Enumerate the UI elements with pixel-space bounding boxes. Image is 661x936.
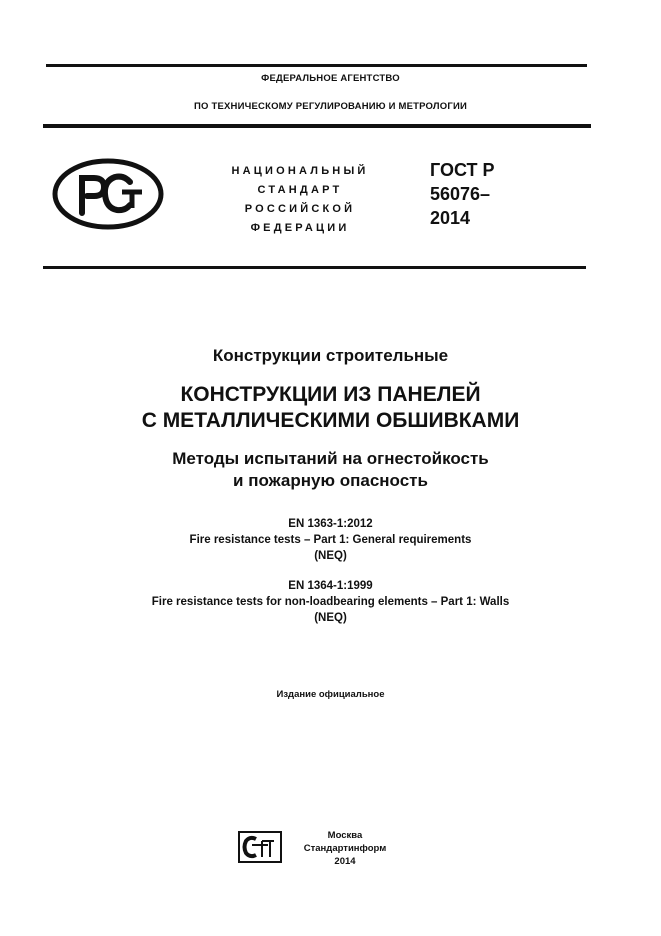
publisher-name: Стандартинформ xyxy=(303,843,387,854)
title-main-line-2: С МЕТАЛЛИЧЕСКИМИ ОБШИВКАМИ xyxy=(141,409,520,432)
reference-title: Fire resistance tests for non-loadbearing elements – Part 1: Walls xyxy=(151,596,510,608)
gost-designation xyxy=(430,158,495,230)
national-line-3: РОССИЙСКОЙ xyxy=(244,203,356,215)
agency-name-line1: ФЕДЕРАЛЬНОЕ АГЕНТСТВО xyxy=(261,73,400,84)
reference-title: Fire resistance tests – Part 1: General requirements xyxy=(189,534,472,546)
rst-certification-mark-icon xyxy=(52,158,164,230)
agency-name-line2: ПО ТЕХНИЧЕСКОМУ РЕГУЛИРОВАНИЮ И МЕТРОЛОГИИ xyxy=(194,101,467,112)
gost-line-2: 56076– xyxy=(430,184,491,204)
header-rule xyxy=(43,124,591,128)
national-line-1: НАЦИОНАЛЬНЫЙ xyxy=(231,165,369,177)
title-sub-line-1: Методы испытаний на огнестойкость xyxy=(172,449,489,468)
title-category: Конструкции строительные xyxy=(212,346,449,365)
reference-note: (NEQ) xyxy=(314,612,347,624)
national-line-2: СТАНДАРТ xyxy=(257,184,343,196)
standard-block-rule xyxy=(43,266,586,269)
top-rule xyxy=(46,64,587,67)
publisher-year: 2014 xyxy=(334,856,356,867)
title-main xyxy=(0,382,661,434)
national-line-4: ФЕДЕРАЦИИ xyxy=(250,222,350,234)
publisher-info xyxy=(290,829,400,868)
reference-1 xyxy=(0,516,661,564)
national-standard-label xyxy=(215,162,385,238)
reference-note: (NEQ) xyxy=(314,550,347,562)
gost-line-3: 2014 xyxy=(430,208,471,228)
title-sub-line-2: и пожарную опасность xyxy=(233,471,428,490)
title-main-line-1: КОНСТРУКЦИИ ИЗ ПАНЕЛЕЙ xyxy=(180,383,481,406)
gost-line-1: ГОСТ Р xyxy=(430,160,495,180)
publisher-city: Москва xyxy=(327,830,363,841)
reference-code: EN 1364-1:1999 xyxy=(288,580,373,592)
reference-code: EN 1363-1:2012 xyxy=(288,518,373,530)
title-subtitle xyxy=(0,448,661,492)
reference-2 xyxy=(0,578,661,626)
standartinform-logo-icon xyxy=(238,831,282,863)
edition-label: Издание официальное xyxy=(276,689,385,700)
